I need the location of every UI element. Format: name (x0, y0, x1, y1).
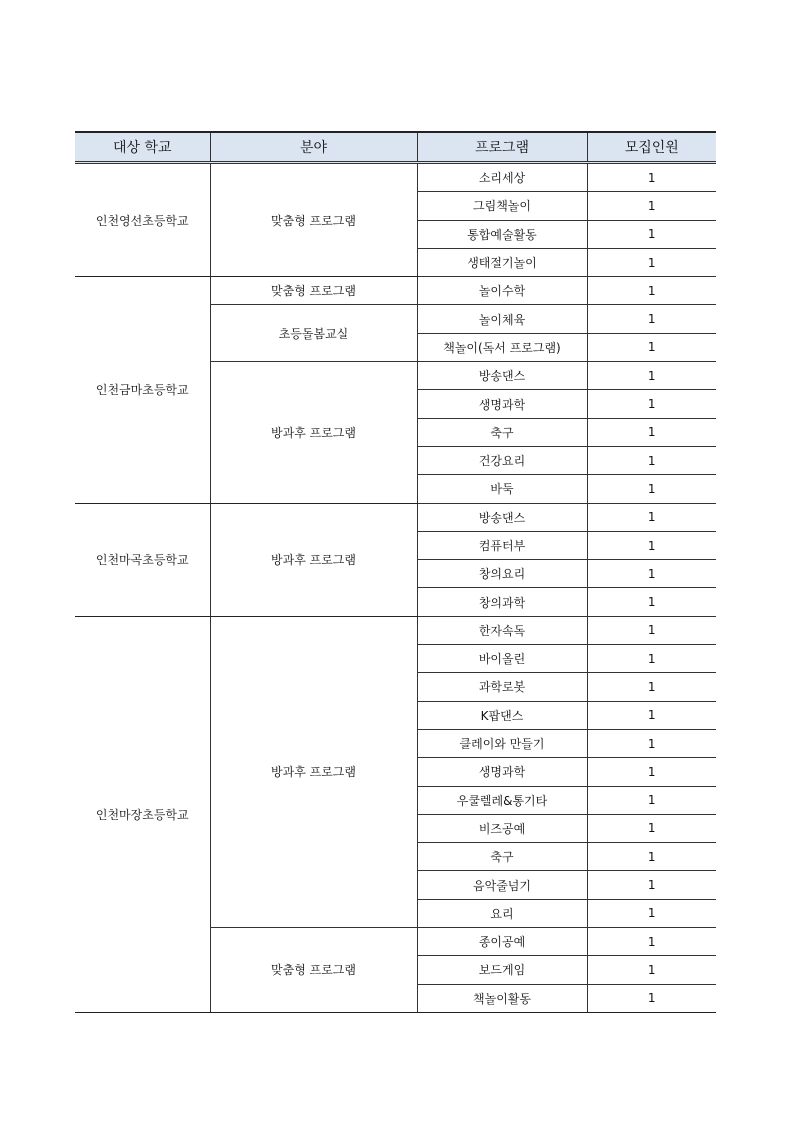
program-name: 생명과학 (417, 390, 587, 418)
program-name: 컴퓨터부 (417, 531, 587, 559)
recruit-count: 1 (587, 305, 716, 333)
school-name: 인천금마초등학교 (75, 277, 210, 503)
program-name: 방송댄스 (417, 362, 587, 390)
recruit-count: 1 (587, 899, 716, 927)
program-name: 통합예술활동 (417, 220, 587, 248)
recruit-count: 1 (587, 786, 716, 814)
recruit-count: 1 (587, 277, 716, 305)
program-name: K팝댄스 (417, 701, 587, 729)
recruit-count: 1 (587, 616, 716, 644)
recruit-count: 1 (587, 446, 716, 474)
table-body (75, 163, 716, 1013)
recruit-count: 1 (587, 333, 716, 361)
recruit-count: 1 (587, 843, 716, 871)
program-name: 보드게임 (417, 956, 587, 984)
program-name: 방송댄스 (417, 503, 587, 531)
field-name: 방과후 프로그램 (210, 362, 417, 503)
program-name: 음악줄넘기 (417, 871, 587, 899)
table-row (75, 163, 716, 192)
recruit-count: 1 (587, 871, 716, 899)
program-name: 종이공예 (417, 928, 587, 956)
program-name: 바둑 (417, 475, 587, 503)
program-name: 축구 (417, 418, 587, 446)
table-row (75, 277, 716, 305)
field-name: 맞춤형 프로그램 (210, 928, 417, 1013)
field-name: 방과후 프로그램 (210, 503, 417, 616)
header-school: 대상 학교 (75, 132, 210, 163)
program-name: 그림책놀이 (417, 192, 587, 220)
program-name: 놀이체육 (417, 305, 587, 333)
recruit-count: 1 (587, 390, 716, 418)
field-name: 맞춤형 프로그램 (210, 163, 417, 277)
field-name: 방과후 프로그램 (210, 616, 417, 927)
recruit-count: 1 (587, 928, 716, 956)
program-name: 클레이와 만들기 (417, 729, 587, 757)
recruit-count: 1 (587, 701, 716, 729)
header-program: 프로그램 (417, 132, 587, 163)
header-row (75, 132, 716, 163)
program-name: 건강요리 (417, 446, 587, 474)
recruit-count: 1 (587, 588, 716, 616)
recruit-count: 1 (587, 673, 716, 701)
recruit-count: 1 (587, 163, 716, 192)
recruit-count: 1 (587, 814, 716, 842)
header-count: 모집인원 (587, 132, 716, 163)
recruit-count: 1 (587, 418, 716, 446)
header-field: 분야 (210, 132, 417, 163)
recruit-count: 1 (587, 758, 716, 786)
recruitment-table (75, 131, 716, 1013)
recruit-count: 1 (587, 220, 716, 248)
program-name: 소리세상 (417, 163, 587, 192)
table-row (75, 503, 716, 531)
recruit-count: 1 (587, 192, 716, 220)
field-name: 초등돌봄교실 (210, 305, 417, 362)
program-name: 바이올린 (417, 645, 587, 673)
school-name: 인천영선초등학교 (75, 163, 210, 277)
school-name: 인천마곡초등학교 (75, 503, 210, 616)
program-name: 요리 (417, 899, 587, 927)
table-row (75, 616, 716, 644)
recruit-count: 1 (587, 531, 716, 559)
program-name: 창의요리 (417, 560, 587, 588)
recruit-count: 1 (587, 560, 716, 588)
program-name: 생명과학 (417, 758, 587, 786)
recruit-count: 1 (587, 984, 716, 1012)
program-name: 축구 (417, 843, 587, 871)
program-name: 놀이수학 (417, 277, 587, 305)
recruit-count: 1 (587, 645, 716, 673)
program-name: 창의과학 (417, 588, 587, 616)
recruit-count: 1 (587, 503, 716, 531)
program-name: 한자속독 (417, 616, 587, 644)
recruit-count: 1 (587, 248, 716, 276)
program-name: 우쿨렐레&통기타 (417, 786, 587, 814)
program-name: 비즈공예 (417, 814, 587, 842)
program-name: 과학로봇 (417, 673, 587, 701)
program-name: 생태절기놀이 (417, 248, 587, 276)
recruit-count: 1 (587, 475, 716, 503)
program-name: 책놀이활동 (417, 984, 587, 1012)
recruit-count: 1 (587, 729, 716, 757)
program-name: 책놀이(독서 프로그램) (417, 333, 587, 361)
field-name: 맞춤형 프로그램 (210, 277, 417, 305)
school-name: 인천마장초등학교 (75, 616, 210, 1012)
recruit-count: 1 (587, 362, 716, 390)
recruit-count: 1 (587, 956, 716, 984)
